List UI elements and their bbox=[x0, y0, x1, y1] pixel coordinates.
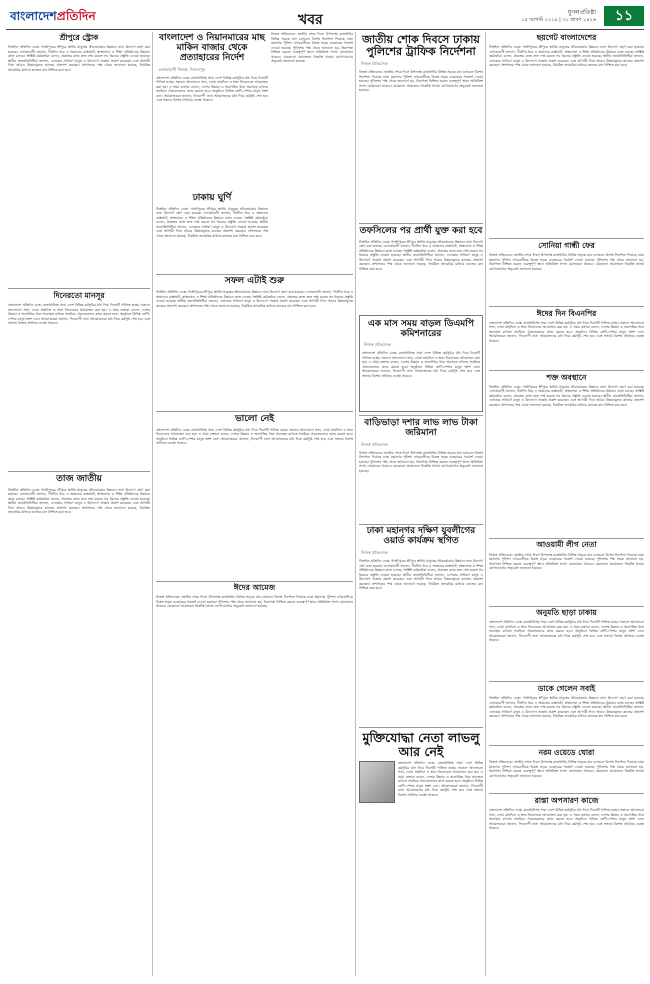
article-body: নিজস্ব প্রতিবেদক: জাতীয় শোক দিবস উপলক্ষে রাজধানীর বিভিন্ন সড়কে যান চলাচলে বিশেষ নির্দেশনা দিয়েছে ঢাকা মহানগর পুলিশ। নগরবাসীকে বিকল্প সড়ক ব্যবহারের পরামর্শ দেওয়া হয়েছে। পুলিশের পক্ষ থেকে জানানো হয়, নিরাপত্তা নিশ্চিত করতে গুরুত্বপূর্ণ স্থানে অতিরিক্ত সদস্য মোতায়েন থাকবে। যেকোনো প্রয়োজনে নিকটস্থ থানায় যোগাযোগের অনুরোধ জানানো হয়েছে। bbox=[489, 253, 644, 271]
divider bbox=[489, 793, 644, 794]
headline[interactable]: ঢাকা মহানগর দক্ষিণ যুবলীগের ওয়ার্ড কার্যক্রম স্থগিত bbox=[366, 526, 476, 547]
article-body: টাঙ্গাইল প্রতিদিন ডেস্ক: গাজীপুরের শ্রীপুরে স্থানীয় মানুষের জীবনযাত্রার উন্নয়নে নানা উদ্যোগ গ্রহণ করা হয়েছে। এলাকাবাসী জানান, দীর্ঘদিন ধরে এ অঞ্চলের রাস্তাঘাট, স্বাস্থ্যসেবা ও শিক্ষা প্রতিষ্ঠানের উন্নয়নে কাজ চলছে। সংশ্লিষ্ট কর্মকর্তারা বলেন, প্রকল্পের কাজ দ্রুত শেষ করতে সব ধরনের প্রস্তুতি নেওয়া হয়েছে। স্থানীয় জনপ্রতিনিধিরা জানান, এলাকার সাধারণ মানুষ এ উদ্যোগে সন্তোষ প্রকাশ করেছেন এবং আগামী দিনে আরও উন্নয়নমূলক কাজের প্রত্যাশা করছেন। প্রশাসনের পক্ষ থেকে জানানো হয়েছে, নিয়মিত তদারকির মাধ্যমে কাজের মান নিশ্চিত করা হবে। bbox=[8, 487, 150, 515]
headline[interactable]: তফসিলের পর প্রার্থী যুক্ত করা হবে bbox=[359, 225, 483, 236]
column-3 bbox=[359, 32, 483, 881]
article-body: নিজস্ব প্রতিবেদক: জাতীয় শোক দিবস উপলক্ষে রাজধানীর বিভিন্ন সড়কে যান চলাচলে বিশেষ নির্দেশনা দিয়েছে ঢাকা মহানগর পুলিশ। নগরবাসীকে বিকল্প সড়ক ব্যবহারের পরামর্শ দেওয়া হয়েছে। পুলিশের পক্ষ থেকে জানানো হয়, নিরাপত্তা নিশ্চিত করতে গুরুত্বপূর্ণ স্থানে অতিরিক্ত সদস্য মোতায়েন থাকবে। যেকোনো প্রয়োজনে নিকটস্থ থানায় যোগাযোগের অনুরোধ জানানো হয়েছে। bbox=[156, 595, 353, 609]
divider bbox=[359, 524, 483, 525]
column-2 bbox=[156, 32, 353, 915]
headline[interactable]: ঈদের আমেজ bbox=[233, 583, 276, 593]
article-body: বাংলাদেশ প্রতিদিন ডেস্ক: রাজধানীসহ সারা দেশে বিভিন্ন কর্মসূচির মধ্য দিয়ে দিবসটি পালিত হচ্ছে। সকালে আলোচনা সভা, দোয়া মাহফিল ও শ্রদ্ধা নিবেদনের আয়োজন করা হয়। এ সময় বক্তারা বলেন, দেশের উন্নয়ন ও অগ্রগতির ধারা অব্যাহত রাখতে সবাইকে ঐক্যবদ্ধভাবে কাজ করতে হবে। অনুষ্ঠানে বিভিন্ন শ্রেণি-পেশার মানুষ অংশ নেন। আয়োজকরা জানান, দিনব্যাপী নানা আয়োজনের মধ্য দিয়ে কর্মসূচি শেষ হবে এবং সন্ধ্যায় বিশেষ প্রার্থনার ব্যবস্থা থাকবে। bbox=[156, 427, 353, 446]
column-divider bbox=[485, 32, 486, 976]
headline[interactable]: সোনিয়া গান্ধী ফের bbox=[538, 240, 595, 250]
headline[interactable]: ভালো নেই bbox=[234, 413, 275, 424]
byline: নিজস্ব প্রতিবেদক bbox=[364, 342, 391, 348]
divider bbox=[489, 370, 644, 371]
headline[interactable]: নরম ওয়েডে ঘোরা bbox=[538, 747, 595, 757]
headline[interactable]: ঢাকায় ঘুর্ণি bbox=[192, 192, 232, 203]
divider bbox=[489, 606, 644, 607]
divider bbox=[489, 538, 644, 539]
divider bbox=[156, 411, 353, 412]
headline[interactable]: জাতীয় শোক দিবসে ঢাকায় পুলিশের ট্রাফিক নির্দেশনা bbox=[362, 33, 480, 59]
divider bbox=[489, 745, 644, 746]
divider bbox=[156, 274, 353, 275]
byline: নিজস্ব প্রতিবেদক bbox=[361, 61, 388, 67]
headline[interactable]: মুক্তিযোদ্ধা নেতা লাভলু আর নেই bbox=[362, 729, 480, 759]
byline: নিজস্ব প্রতিবেদক bbox=[361, 441, 388, 447]
article-body: নিজস্ব প্রতিবেদক: জাতীয় শোক দিবস উপলক্ষে রাজধানীর বিভিন্ন সড়কে যান চলাচলে বিশেষ নির্দেশনা দিয়েছে ঢাকা মহানগর পুলিশ। নগরবাসীকে বিকল্প সড়ক ব্যবহারের পরামর্শ দেওয়া হয়েছে। পুলিশের পক্ষ থেকে জানানো হয়, নিরাপত্তা নিশ্চিত করতে গুরুত্বপূর্ণ স্থানে অতিরিক্ত সদস্য মোতায়েন থাকবে। যেকোনো প্রয়োজনে নিকটস্থ থানায় যোগাযোগের অনুরোধ জানানো হয়েছে। bbox=[271, 32, 353, 63]
divider bbox=[489, 238, 644, 239]
headline[interactable]: অনুমতি ছাড়া ঢাকায় bbox=[536, 608, 597, 618]
divider bbox=[8, 471, 150, 472]
section-title: খবর bbox=[298, 12, 323, 28]
article-body: বাংলাদেশ প্রতিদিন ডেস্ক: রাজধানীসহ সারা দেশে বিভিন্ন কর্মসূচির মধ্য দিয়ে দিবসটি পালিত হচ্ছে। সকালে আলোচনা সভা, দোয়া মাহফিল ও শ্রদ্ধা নিবেদনের আয়োজন করা হয়। এ সময় বক্তারা বলেন, দেশের উন্নয়ন ও অগ্রগতির ধারা অব্যাহত রাখতে সবাইকে ঐক্যবদ্ধভাবে কাজ করতে হবে। অনুষ্ঠানে বিভিন্ন শ্রেণি-পেশার মানুষ অংশ নেন। আয়োজকরা জানান, দিনব্যাপী নানা আয়োজনের মধ্য দিয়ে কর্মসূচি শেষ হবে এবং সন্ধ্যায় বিশেষ প্রার্থনার ব্যবস্থা থাকবে। bbox=[362, 351, 480, 378]
article-body: বাংলাদেশ প্রতিদিন ডেস্ক: রাজধানীসহ সারা দেশে বিভিন্ন কর্মসূচির মধ্য দিয়ে দিবসটি পালিত হচ্ছে। সকালে আলোচনা সভা, দোয়া মাহফিল ও শ্রদ্ধা নিবেদনের আয়োজন করা হয়। এ সময় বক্তারা বলেন, দেশের উন্নয়ন ও অগ্রগতির ধারা অব্যাহত রাখতে সবাইকে ঐক্যবদ্ধভাবে কাজ করতে হবে। অনুষ্ঠানে বিভিন্ন শ্রেণি-পেশার মানুষ অংশ নেন। আয়োজকরা জানান, দিনব্যাপী নানা আয়োজনের মধ্য দিয়ে কর্মসূচি শেষ হবে এবং সন্ধ্যায় বিশেষ প্রার্থনার ব্যবস্থা থাকবে। bbox=[489, 320, 644, 343]
article-body: টাঙ্গাইল প্রতিদিন ডেস্ক: গাজীপুরের শ্রীপুরে স্থানীয় মানুষের জীবনযাত্রার উন্নয়নে নানা উদ্যোগ গ্রহণ করা হয়েছে। এলাকাবাসী জানান, দীর্ঘদিন ধরে এ অঞ্চলের রাস্তাঘাট, স্বাস্থ্যসেবা ও শিক্ষা প্রতিষ্ঠানের উন্নয়নে কাজ চলছে। সংশ্লিষ্ট কর্মকর্তারা বলেন, প্রকল্পের কাজ দ্রুত শেষ করতে সব ধরনের প্রস্তুতি নেওয়া হয়েছে। স্থানীয় জনপ্রতিনিধিরা জানান, এলাকার সাধারণ মানুষ এ উদ্যোগে সন্তোষ প্রকাশ করেছেন এবং আগামী দিনে আরও উন্নয়নমূলক কাজের প্রত্যাশা করছেন। প্রশাসনের পক্ষ থেকে জানানো হয়েছে, নিয়মিত তদারকির মাধ্যমে কাজের মান নিশ্চিত করা হবে। bbox=[359, 239, 483, 271]
headline[interactable]: এক মাস সময় বাড়ল ডিএমপি কমিশনারের bbox=[368, 318, 474, 339]
byline: নিজস্ব প্রতিবেদক bbox=[361, 550, 388, 556]
headline[interactable]: ছয়গেট বাংলাদেশের bbox=[536, 33, 597, 42]
divider bbox=[489, 681, 644, 682]
column-divider bbox=[355, 32, 356, 976]
article-body: নিজস্ব প্রতিবেদক: জাতীয় শোক দিবস উপলক্ষে রাজধানীর বিভিন্ন সড়কে যান চলাচলে বিশেষ নির্দেশনা দিয়েছে ঢাকা মহানগর পুলিশ। নগরবাসীকে বিকল্প সড়ক ব্যবহারের পরামর্শ দেওয়া হয়েছে। পুলিশের পক্ষ থেকে জানানো হয়, নিরাপত্তা নিশ্চিত করতে গুরুত্বপূর্ণ স্থানে অতিরিক্ত সদস্য মোতায়েন থাকবে। যেকোনো প্রয়োজনে নিকটস্থ থানায় যোগাযোগের অনুরোধ জানানো হয়েছে। bbox=[489, 552, 644, 571]
page-tag: যুগলপ্রতিষ্ঠা bbox=[567, 9, 596, 16]
divider bbox=[489, 306, 644, 307]
boxed-article bbox=[359, 315, 483, 413]
newspaper-logo[interactable] bbox=[10, 8, 96, 28]
article-body: টাঙ্গাইল প্রতিদিন ডেস্ক: গাজীপুরের শ্রীপুরে স্থানীয় মানুষের জীবনযাত্রার উন্নয়নে নানা উদ্যোগ গ্রহণ করা হয়েছে। এলাকাবাসী জানান, দীর্ঘদিন ধরে এ অঞ্চলের রাস্তাঘাট, স্বাস্থ্যসেবা ও শিক্ষা প্রতিষ্ঠানের উন্নয়নে কাজ চলছে। সংশ্লিষ্ট কর্মকর্তারা বলেন, প্রকল্পের কাজ দ্রুত শেষ করতে সব ধরনের প্রস্তুতি নেওয়া হয়েছে। স্থানীয় জনপ্রতিনিধিরা জানান, এলাকার সাধারণ মানুষ এ উদ্যোগে সন্তোষ প্রকাশ করেছেন এবং আগামী দিনে আরও উন্নয়নমূলক কাজের প্রত্যাশা করছেন। প্রশাসনের পক্ষ থেকে জানানো হয়েছে, নিয়মিত তদারকির মাধ্যমে কাজের মান নিশ্চিত করা হবে। bbox=[156, 206, 268, 238]
article-body: টাঙ্গাইল প্রতিদিন ডেস্ক: গাজীপুরের শ্রীপুরে স্থানীয় মানুষের জীবনযাত্রার উন্নয়নে নানা উদ্যোগ গ্রহণ করা হয়েছে। এলাকাবাসী জানান, দীর্ঘদিন ধরে এ অঞ্চলের রাস্তাঘাট, স্বাস্থ্যসেবা ও শিক্ষা প্রতিষ্ঠানের উন্নয়নে কাজ চলছে। সংশ্লিষ্ট কর্মকর্তারা বলেন, প্রকল্পের কাজ দ্রুত শেষ করতে সব ধরনের প্রস্তুতি নেওয়া হয়েছে। স্থানীয় জনপ্রতিনিধিরা জানান, এলাকার সাধারণ মানুষ এ উদ্যোগে সন্তোষ প্রকাশ করেছেন এবং আগামী দিনে আরও উন্নয়নমূলক কাজের প্রত্যাশা করছেন। প্রশাসনের পক্ষ থেকে জানানো হয়েছে, নিয়মিত তদারকির মাধ্যমে কাজের মান নিশ্চিত করা হবে। bbox=[359, 559, 483, 591]
divider bbox=[8, 288, 150, 289]
logo-main: বাংলাদেশ bbox=[10, 9, 57, 23]
article-body: টাঙ্গাইল প্রতিদিন ডেস্ক: গাজীপুরের শ্রীপুরে স্থানীয় মানুষের জীবনযাত্রার উন্নয়নে নানা উদ্যোগ গ্রহণ করা হয়েছে। এলাকাবাসী জানান, দীর্ঘদিন ধরে এ অঞ্চলের রাস্তাঘাট, স্বাস্থ্যসেবা ও শিক্ষা প্রতিষ্ঠানের উন্নয়নে কাজ চলছে। সংশ্লিষ্ট কর্মকর্তারা বলেন, প্রকল্পের কাজ দ্রুত শেষ করতে সব ধরনের প্রস্তুতি নেওয়া হয়েছে। স্থানীয় জনপ্রতিনিধিরা জানান, এলাকার সাধারণ মানুষ এ উদ্যোগে সন্তোষ প্রকাশ করেছেন এবং আগামী দিনে আরও উন্নয়নমূলক কাজের প্রত্যাশা করছেন। প্রশাসনের পক্ষ থেকে জানানো হয়েছে, নিয়মিত তদারকির মাধ্যমে কাজের মান নিশ্চিত করা হবে। bbox=[489, 45, 644, 68]
divider bbox=[359, 727, 483, 728]
masthead bbox=[6, 6, 644, 28]
column-divider bbox=[152, 32, 153, 976]
article-body: বাংলাদেশ প্রতিদিন ডেস্ক: রাজধানীসহ সারা দেশে বিভিন্ন কর্মসূচির মধ্য দিয়ে দিবসটি পালিত হচ্ছে। সকালে আলোচনা সভা, দোয়া মাহফিল ও শ্রদ্ধা নিবেদনের আয়োজন করা হয়। এ সময় বক্তারা বলেন, দেশের উন্নয়ন ও অগ্রগতির ধারা অব্যাহত রাখতে সবাইকে ঐক্যবদ্ধভাবে কাজ করতে হবে। অনুষ্ঠানে বিভিন্ন শ্রেণি-পেশার মানুষ অংশ নেন। আয়োজকরা জানান, দিনব্যাপী নানা আয়োজনের মধ্য দিয়ে কর্মসূচি শেষ হবে এবং সন্ধ্যায় বিশেষ প্রার্থনার ব্যবস্থা থাকবে। bbox=[8, 303, 150, 326]
headline[interactable]: শ্রীপুরে স্ট্রোক bbox=[59, 33, 99, 42]
logo-sub: প্রতিদিন bbox=[56, 9, 96, 23]
masthead-rule bbox=[6, 29, 644, 30]
article-body: টাঙ্গাইল প্রতিদিন ডেস্ক: গাজীপুরের শ্রীপুরে স্থানীয় মানুষের জীবনযাত্রার উন্নয়নে নানা উদ্যোগ গ্রহণ করা হয়েছে। এলাকাবাসী জানান, দীর্ঘদিন ধরে এ অঞ্চলের রাস্তাঘাট, স্বাস্থ্যসেবা ও শিক্ষা প্রতিষ্ঠানের উন্নয়নে কাজ চলছে। সংশ্লিষ্ট কর্মকর্তারা বলেন, প্রকল্পের কাজ দ্রুত শেষ করতে সব ধরনের প্রস্তুতি নেওয়া হয়েছে। স্থানীয় জনপ্রতিনিধিরা জানান, এলাকার সাধারণ মানুষ এ উদ্যোগে সন্তোষ প্রকাশ করেছেন এবং আগামী দিনে আরও উন্নয়নমূলক কাজের প্রত্যাশা করছেন। প্রশাসনের পক্ষ থেকে জানানো হয়েছে, নিয়মিত তদারকির মাধ্যমে কাজের মান নিশ্চিত করা হবে। bbox=[489, 384, 644, 407]
portrait-photo bbox=[359, 761, 395, 803]
article-body: নিজস্ব প্রতিবেদক: জাতীয় শোক দিবস উপলক্ষে রাজধানীর বিভিন্ন সড়কে যান চলাচলে বিশেষ নির্দেশনা দিয়েছে ঢাকা মহানগর পুলিশ। নগরবাসীকে বিকল্প সড়ক ব্যবহারের পরামর্শ দেওয়া হয়েছে। পুলিশের পক্ষ থেকে জানানো হয়, নিরাপত্তা নিশ্চিত করতে গুরুত্বপূর্ণ স্থানে অতিরিক্ত সদস্য মোতায়েন থাকবে। যেকোনো প্রয়োজনে নিকটস্থ থানায় যোগাযোগের অনুরোধ জানানো হয়েছে। bbox=[359, 70, 483, 93]
page-number: ১১ bbox=[604, 6, 644, 26]
headline[interactable]: তাজ জাতীয় bbox=[56, 473, 102, 484]
article-body: বাংলাদেশ প্রতিদিন ডেস্ক: রাজধানীসহ সারা দেশে বিভিন্ন কর্মসূচির মধ্য দিয়ে দিবসটি পালিত হচ্ছে। সকালে আলোচনা সভা, দোয়া মাহফিল ও শ্রদ্ধা নিবেদনের আয়োজন করা হয়। এ সময় বক্তারা বলেন, দেশের উন্নয়ন ও অগ্রগতির ধারা অব্যাহত রাখতে সবাইকে ঐক্যবদ্ধভাবে কাজ করতে হবে। অনুষ্ঠানে বিভিন্ন শ্রেণি-পেশার মানুষ অংশ নেন। আয়োজকরা জানান, দিনব্যাপী নানা আয়োজনের মধ্য দিয়ে কর্মসূচি শেষ হবে এবং সন্ধ্যায় বিশেষ প্রার্থনার ব্যবস্থা থাকবে। bbox=[156, 75, 268, 103]
article-body: বাংলাদেশ প্রতিদিন ডেস্ক: রাজধানীসহ সারা দেশে বিভিন্ন কর্মসূচির মধ্য দিয়ে দিবসটি পালিত হচ্ছে। সকালে আলোচনা সভা, দোয়া মাহফিল ও শ্রদ্ধা নিবেদনের আয়োজন করা হয়। এ সময় বক্তারা বলেন, দেশের উন্নয়ন ও অগ্রগতির ধারা অব্যাহত রাখতে সবাইকে ঐক্যবদ্ধভাবে কাজ করতে হবে। অনুষ্ঠানে বিভিন্ন শ্রেণি-পেশার মানুষ অংশ নেন। আয়োজকরা জানান, দিনব্যাপী নানা আয়োজনের মধ্য দিয়ে কর্মসূচি শেষ হবে এবং সন্ধ্যায় বিশেষ প্রার্থনার ব্যবস্থা থাকবে। bbox=[398, 761, 483, 797]
headline[interactable]: বাংলাদেশ ও নিয়ানমারের মাছ মাকিন বাজার থেকে প্রত্যাহারের নির্দেশ bbox=[159, 33, 265, 63]
headline[interactable]: আওয়ামী লীগ নেতা bbox=[536, 540, 597, 550]
headline[interactable]: দিনেরতো মানসূর bbox=[53, 290, 105, 300]
article-body: নিজস্ব প্রতিবেদক: জাতীয় শোক দিবস উপলক্ষে রাজধানীর বিভিন্ন সড়কে যান চলাচলে বিশেষ নির্দেশনা দিয়েছে ঢাকা মহানগর পুলিশ। নগরবাসীকে বিকল্প সড়ক ব্যবহারের পরামর্শ দেওয়া হয়েছে। পুলিশের পক্ষ থেকে জানানো হয়, নিরাপত্তা নিশ্চিত করতে গুরুত্বপূর্ণ স্থানে অতিরিক্ত সদস্য মোতায়েন থাকবে। যেকোনো প্রয়োজনে নিকটস্থ থানায় যোগাযোগের অনুরোধ জানানো হয়েছে। bbox=[359, 450, 483, 473]
headline[interactable]: শক্ত অবস্থানে bbox=[546, 372, 587, 382]
article-body: টাঙ্গাইল প্রতিদিন ডেস্ক: গাজীপুরের শ্রীপুরে স্থানীয় মানুষের জীবনযাত্রার উন্নয়নে নানা উদ্যোগ গ্রহণ করা হয়েছে। এলাকাবাসী জানান, দীর্ঘদিন ধরে এ অঞ্চলের রাস্তাঘাট, স্বাস্থ্যসেবা ও শিক্ষা প্রতিষ্ঠানের উন্নয়নে কাজ চলছে। সংশ্লিষ্ট কর্মকর্তারা বলেন, প্রকল্পের কাজ দ্রুত শেষ করতে সব ধরনের প্রস্তুতি নেওয়া হয়েছে। স্থানীয় জনপ্রতিনিধিরা জানান, এলাকার সাধারণ মানুষ এ উদ্যোগে সন্তোষ প্রকাশ করেছেন এবং আগামী দিনে আরও উন্নয়নমূলক কাজের প্রত্যাশা করছেন। প্রশাসনের পক্ষ থেকে জানানো হয়েছে, নিয়মিত তদারকির মাধ্যমে কাজের মান নিশ্চিত করা হবে। bbox=[156, 290, 353, 308]
headline[interactable]: বাড়িভাড়া দশার লাভ লাভ টাকা জরিমানা bbox=[364, 418, 478, 438]
byline: এলাকাবাসী নিজস্ব, দিনাজপুর bbox=[158, 66, 205, 72]
article-body: বাংলাদেশ প্রতিদিন ডেস্ক: রাজধানীসহ সারা দেশে বিভিন্ন কর্মসূচির মধ্য দিয়ে দিবসটি পালিত হচ্ছে। সকালে আলোচনা সভা, দোয়া মাহফিল ও শ্রদ্ধা নিবেদনের আয়োজন করা হয়। এ সময় বক্তারা বলেন, দেশের উন্নয়ন ও অগ্রগতির ধারা অব্যাহত রাখতে সবাইকে ঐক্যবদ্ধভাবে কাজ করতে হবে। অনুষ্ঠানে বিভিন্ন শ্রেণি-পেশার মানুষ অংশ নেন। আয়োজকরা জানান, দিনব্যাপী নানা আয়োজনের মধ্য দিয়ে কর্মসূচি শেষ হবে এবং সন্ধ্যায় বিশেষ প্রার্থনার ব্যবস্থা থাকবে। bbox=[489, 808, 644, 830]
article-body: বাংলাদেশ প্রতিদিন ডেস্ক: রাজধানীসহ সারা দেশে বিভিন্ন কর্মসূচির মধ্য দিয়ে দিবসটি পালিত হচ্ছে। সকালে আলোচনা সভা, দোয়া মাহফিল ও শ্রদ্ধা নিবেদনের আয়োজন করা হয়। এ সময় বক্তারা বলেন, দেশের উন্নয়ন ও অগ্রগতির ধারা অব্যাহত রাখতে সবাইকে ঐক্যবদ্ধভাবে কাজ করতে হবে। অনুষ্ঠানে বিভিন্ন শ্রেণি-পেশার মানুষ অংশ নেন। আয়োজকরা জানান, দিনব্যাপী নানা আয়োজনের মধ্য দিয়ে কর্মসূচি শেষ হবে এবং সন্ধ্যায় বিশেষ প্রার্থনার ব্যবস্থা থাকবে। bbox=[489, 620, 644, 643]
article-body: টাঙ্গাইল প্রতিদিন ডেস্ক: গাজীপুরের শ্রীপুরে স্থানীয় মানুষের জীবনযাত্রার উন্নয়নে নানা উদ্যোগ গ্রহণ করা হয়েছে। এলাকাবাসী জানান, দীর্ঘদিন ধরে এ অঞ্চলের রাস্তাঘাট, স্বাস্থ্যসেবা ও শিক্ষা প্রতিষ্ঠানের উন্নয়নে কাজ চলছে। সংশ্লিষ্ট কর্মকর্তারা বলেন, প্রকল্পের কাজ দ্রুত শেষ করতে সব ধরনের প্রস্তুতি নেওয়া হয়েছে। স্থানীয় জনপ্রতিনিধিরা জানান, এলাকার সাধারণ মানুষ এ উদ্যোগে সন্তোষ প্রকাশ করেছেন এবং আগামী দিনে আরও উন্নয়নমূলক কাজের প্রত্যাশা করছেন। প্রশাসনের পক্ষ থেকে জানানো হয়েছে, নিয়মিত তদারকির মাধ্যমে কাজের মান নিশ্চিত করা হবে। bbox=[489, 696, 644, 719]
headline[interactable]: রাস্তা অপসারণ কাজে bbox=[534, 795, 599, 805]
article-body: নিজস্ব প্রতিবেদক: জাতীয় শোক দিবস উপলক্ষে রাজধানীর বিভিন্ন সড়কে যান চলাচলে বিশেষ নির্দেশনা দিয়েছে ঢাকা মহানগর পুলিশ। নগরবাসীকে বিকল্প সড়ক ব্যবহারের পরামর্শ দেওয়া হয়েছে। পুলিশের পক্ষ থেকে জানানো হয়, নিরাপত্তা নিশ্চিত করতে গুরুত্বপূর্ণ স্থানে অতিরিক্ত সদস্য মোতায়েন থাকবে। যেকোনো প্রয়োজনে নিকটস্থ থানায় যোগাযোগের অনুরোধ জানানো হয়েছে। bbox=[489, 760, 644, 778]
headline[interactable]: ঈদের দিন বিএনপির bbox=[536, 308, 597, 318]
column-4 bbox=[489, 32, 644, 900]
headline[interactable]: সফল এটাই শুরু bbox=[224, 276, 285, 287]
headline[interactable]: ডাকে গেলেন সবাই bbox=[537, 684, 596, 694]
divider bbox=[359, 223, 483, 224]
article-body: টাঙ্গাইল প্রতিদিন ডেস্ক: গাজীপুরের শ্রীপুরে স্থানীয় মানুষের জীবনযাত্রার উন্নয়নে নানা উদ্যোগ গ্রহণ করা হয়েছে। এলাকাবাসী জানান, দীর্ঘদিন ধরে এ অঞ্চলের রাস্তাঘাট, স্বাস্থ্যসেবা ও শিক্ষা প্রতিষ্ঠানের উন্নয়নে কাজ চলছে। সংশ্লিষ্ট কর্মকর্তারা বলেন, প্রকল্পের কাজ দ্রুত শেষ করতে সব ধরনের প্রস্তুতি নেওয়া হয়েছে। স্থানীয় জনপ্রতিনিধিরা জানান, এলাকার সাধারণ মানুষ এ উদ্যোগে সন্তোষ প্রকাশ করেছেন এবং আগামী দিনে আরও উন্নয়নমূলক কাজের প্রত্যাশা করছেন। প্রশাসনের পক্ষ থেকে জানানো হয়েছে, নিয়মিত তদারকির মাধ্যমে কাজের মান নিশ্চিত করা হবে। bbox=[8, 45, 150, 72]
divider bbox=[156, 581, 353, 582]
column-1 bbox=[8, 32, 150, 973]
issue-date: ১৫ আগস্ট ২০১৯ | ৩১ শ্রাবণ ১৪২৬ bbox=[521, 17, 596, 23]
divider bbox=[359, 415, 483, 416]
